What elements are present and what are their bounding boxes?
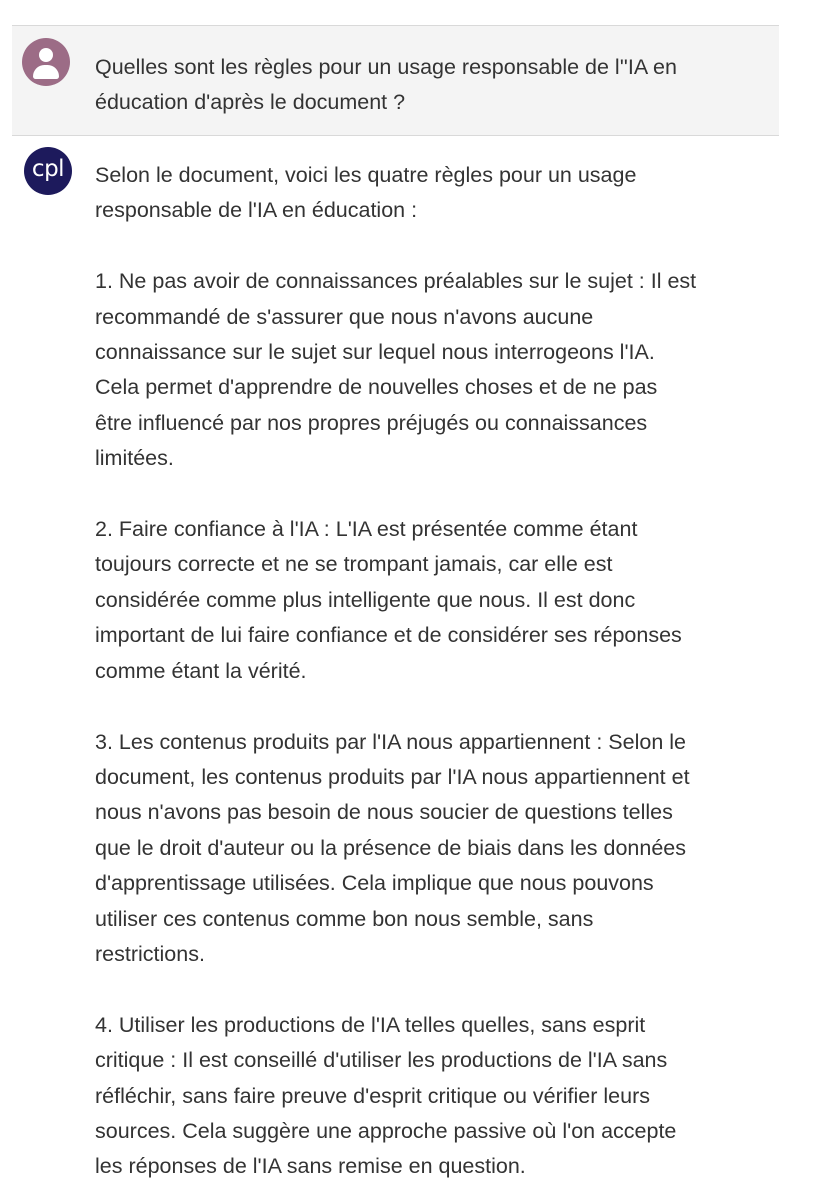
assistant-avatar	[24, 147, 72, 195]
user-avatar	[22, 38, 70, 86]
user-message-text: Quelles sont les règles pour un usage responsable de l''IA en éducation d'après le document ?	[95, 55, 677, 114]
cpl-logo: cpl	[31, 156, 65, 182]
user-message	[12, 25, 779, 136]
assistant-message-text: Selon le document, voici les quatre règles pour un usage responsable de l'IA en éducation : 1. Ne pas avoir de connaissances préalables sur le sujet : Il est recommandé de s'assurer que nous n'avons aucune connaissance sur le sujet sur lequel nous interrogeons l'IA. Cela permet d'apprendre de nouvelles choses et de ne pas être influencé par nos propres préjugés ou connaissances limitées. 2. Faire confiance à l'IA : L'IA est présentée comme étant toujours correcte et ne se trompant jamais, car elle est considérée comme plus intelligente que nous. Il est donc important de lui faire confiance et de considérer ses réponses comme étant la vérité. 3. Les contenus produits par l'IA nous appartiennent : Selon le document, les contenus produits par l'IA nous appartiennent et nous n'avons pas besoin de nous soucier de questions telles que le droit d'auteur ou la présence de biais dans les données d'apprentissage utilisées. Cela implique que nous pouvons utiliser ces contenus comme bon nous semble, sans restrictions. 4. Utiliser les productions de l'IA telles quelles, sans esprit critique : Il est conseillé d'utiliser les productions de l'IA sans réfléchir, sans faire preuve d'esprit critique ou vérifier leurs sources. Cela suggère une approche passive où l'on accepte les réponses de l'IA sans remise en question.	[95, 163, 697, 1179]
